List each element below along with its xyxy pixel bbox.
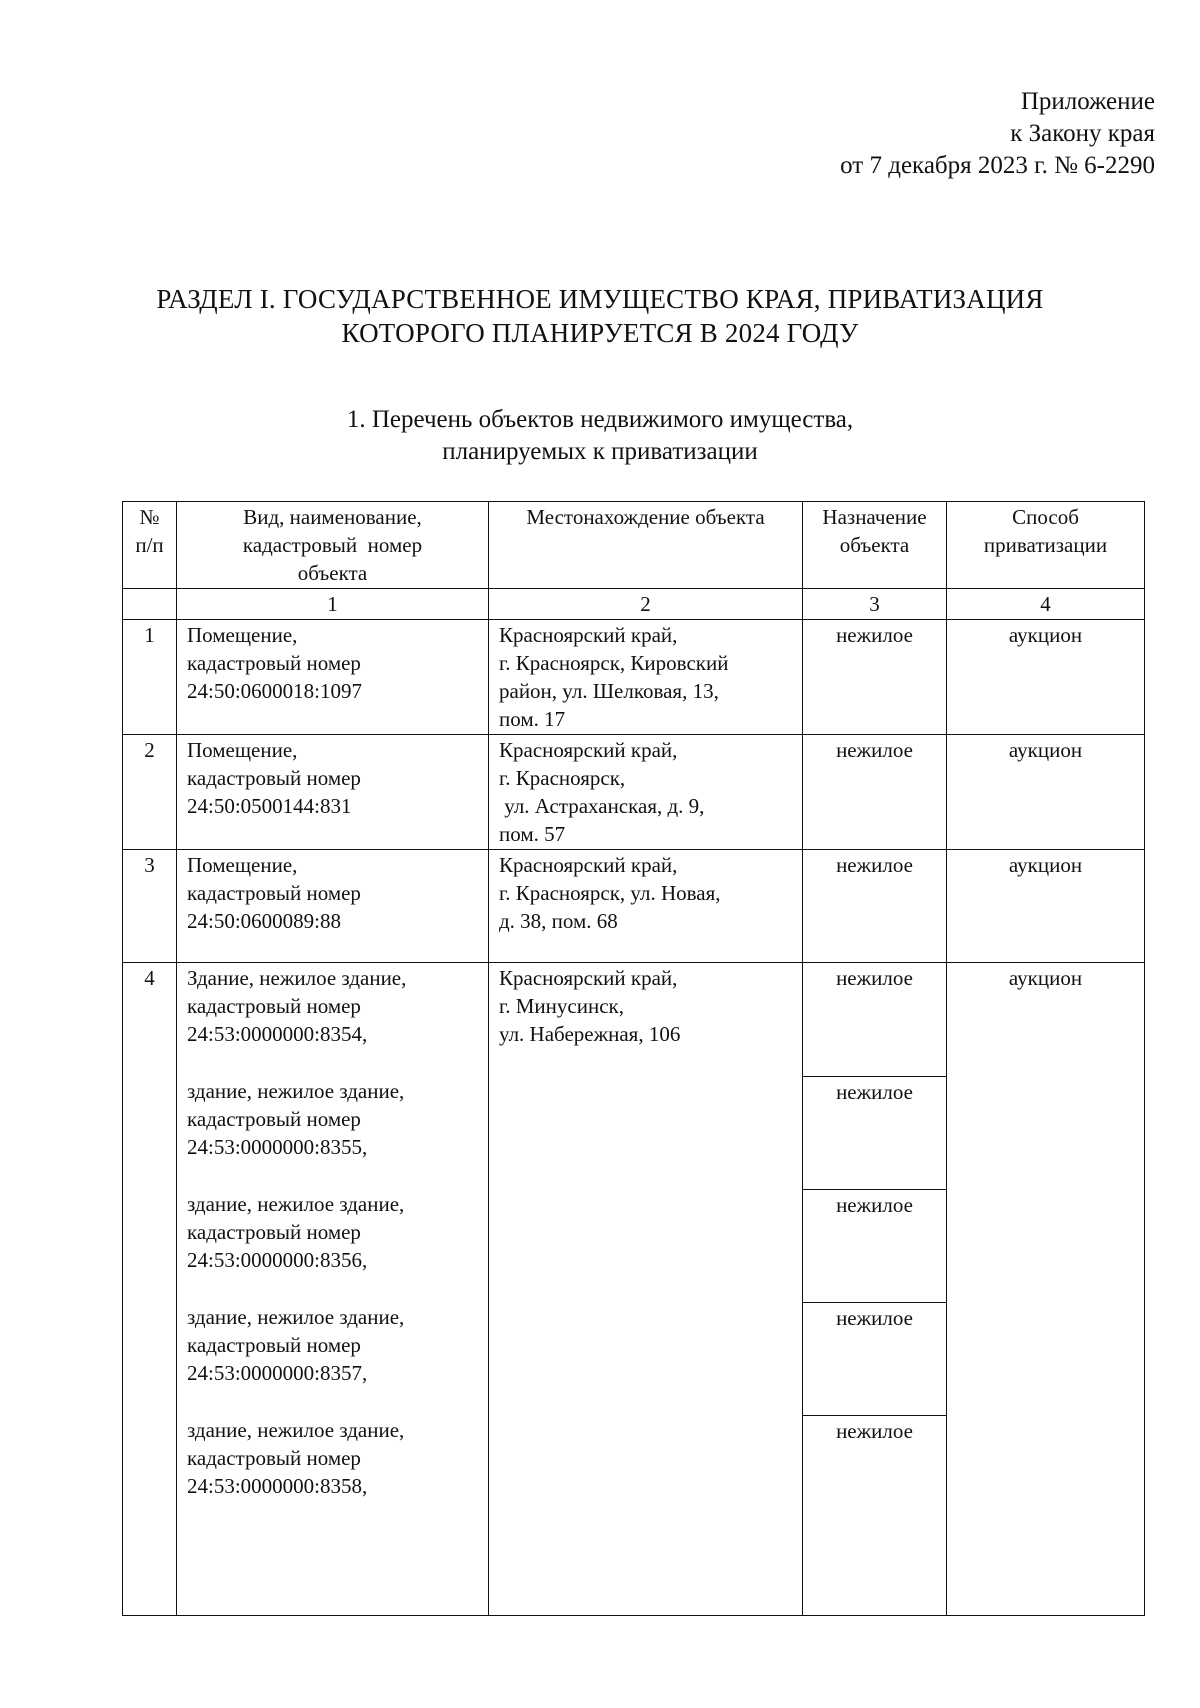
table-row xyxy=(123,850,1145,963)
object-name-line: здание, нежилое здание, xyxy=(187,1192,405,1216)
object-location xyxy=(489,850,803,963)
object-name-line: здание, нежилое здание, xyxy=(187,1305,405,1329)
appendix-label: Приложение xyxy=(1020,88,1155,115)
object-name-line: кадастровый номер xyxy=(187,1333,361,1357)
object-name-line: Здание, нежилое здание, xyxy=(187,966,407,990)
location-line: д. 38, пом. 68 xyxy=(499,909,618,933)
object-location xyxy=(489,735,803,850)
object-name-line: кадастровый номер xyxy=(187,1446,361,1470)
column-index: 2 xyxy=(489,589,803,620)
object-name-line: Помещение, xyxy=(187,623,298,647)
object-name-line: кадастровый номер xyxy=(187,766,361,790)
object-purpose: нежилое xyxy=(803,1076,946,1189)
header-method-line-1: Способ xyxy=(1012,505,1079,529)
object-name xyxy=(177,1189,488,1302)
object-name-list xyxy=(177,963,489,1616)
object-purpose: нежилое xyxy=(803,620,947,735)
location-line: Красноярский край, xyxy=(499,623,678,647)
object-purpose: нежилое xyxy=(803,1189,946,1302)
location-line: Красноярский край, xyxy=(499,966,678,990)
header-purpose xyxy=(803,502,947,589)
appendix-law-date: от 7 декабря 2023 г. № 6-2290 xyxy=(840,152,1155,179)
header-purpose-line-2: объекта xyxy=(839,533,910,557)
cadastral-number: 24:53:0000000:8355, xyxy=(187,1135,368,1159)
cadastral-number: 24:53:0000000:8356, xyxy=(187,1248,368,1272)
location-line: г. Красноярск, xyxy=(499,766,626,790)
header-purpose-line-1: Назначение xyxy=(822,505,927,529)
header-name xyxy=(177,502,489,589)
header-name-line-2: кадастровый номер xyxy=(242,533,423,557)
object-name-line: кадастровый номер xyxy=(187,994,361,1018)
list-title xyxy=(0,404,1200,468)
list-title-line-2: планируемых к приватизации xyxy=(442,438,758,465)
column-index: 4 xyxy=(947,589,1145,620)
cadastral-number: 24:50:0500144:831 xyxy=(187,794,352,818)
header-num-line-1: № xyxy=(139,505,160,529)
location-line: ул. Астраханская, д. 9, xyxy=(499,794,705,818)
location-line: район, ул. Шелковая, 13, xyxy=(499,679,719,703)
table-row xyxy=(123,620,1145,735)
header-method-line-2: приватизации xyxy=(983,533,1108,557)
cadastral-number: 24:50:0600018:1097 xyxy=(187,679,363,703)
table-row xyxy=(123,963,1145,1616)
row-number: 1 xyxy=(123,620,177,735)
location-line: г. Красноярск, Кировский xyxy=(499,651,729,675)
object-name-line: кадастровый номер xyxy=(187,651,361,675)
location-line: ул. Набережная, 106 xyxy=(499,1022,681,1046)
object-purpose: нежилое xyxy=(803,735,947,850)
cadastral-number: 24:53:0000000:8354, xyxy=(187,1022,368,1046)
object-name xyxy=(177,735,489,850)
row-number: 2 xyxy=(123,735,177,850)
property-table xyxy=(122,501,1145,1616)
header-method xyxy=(947,502,1145,589)
privatization-method: аукцион xyxy=(947,735,1145,850)
location-line: пом. 17 xyxy=(499,707,566,731)
header-name-line-3: объекта xyxy=(297,561,368,585)
list-title-line-1: 1. Перечень объектов недвижимого имущества, xyxy=(346,406,854,433)
row-number: 4 xyxy=(123,963,177,1616)
cadastral-number: 24:50:0600089:88 xyxy=(187,909,342,933)
object-location xyxy=(489,963,803,1616)
location-line: Красноярский край, xyxy=(499,853,678,877)
section-title-line-1: РАЗДЕЛ I. ГОСУДАРСТВЕННОЕ ИМУЩЕСТВО КРАЯ, ПРИВАТИЗАЦИЯ xyxy=(156,284,1044,314)
object-purpose: нежилое xyxy=(803,850,947,963)
appendix-law-ref: к Закону края xyxy=(1010,120,1155,147)
object-name xyxy=(177,1302,488,1415)
header-num-line-2: п/п xyxy=(135,533,164,557)
column-index: 1 xyxy=(177,589,489,620)
object-purpose: нежилое xyxy=(803,1302,946,1415)
privatization-method: аукцион xyxy=(947,963,1145,1616)
location-line: г. Минусинск, xyxy=(499,994,624,1018)
location-line: пом. 57 xyxy=(499,822,566,846)
object-name-line: здание, нежилое здание, xyxy=(187,1418,405,1442)
object-name-line: кадастровый номер xyxy=(187,1220,361,1244)
object-name-line: Помещение, xyxy=(187,853,298,877)
table-header-row xyxy=(123,502,1145,589)
object-name xyxy=(177,1415,488,1615)
section-title xyxy=(0,282,1200,350)
object-purpose-list xyxy=(803,963,947,1616)
object-name-line: здание, нежилое здание, xyxy=(187,1079,405,1103)
object-name xyxy=(177,1076,488,1189)
appendix-header xyxy=(840,86,1155,182)
object-name xyxy=(177,620,489,735)
column-index-empty xyxy=(123,589,177,620)
object-name xyxy=(177,850,489,963)
section-title-line-2: КОТОРОГО ПЛАНИРУЕТСЯ В 2024 ГОДУ xyxy=(341,318,859,348)
row-number: 3 xyxy=(123,850,177,963)
object-purpose: нежилое xyxy=(836,966,913,990)
object-name-line: кадастровый номер xyxy=(187,1107,361,1131)
object-location xyxy=(489,620,803,735)
header-location: Местонахождение объекта xyxy=(489,502,803,589)
cadastral-number: 24:53:0000000:8358, xyxy=(187,1474,368,1498)
privatization-method: аукцион xyxy=(947,620,1145,735)
cadastral-number: 24:53:0000000:8357, xyxy=(187,1361,368,1385)
location-line: Красноярский край, xyxy=(499,738,678,762)
table-column-index-row xyxy=(123,589,1145,620)
column-index: 3 xyxy=(803,589,947,620)
table-row xyxy=(123,735,1145,850)
location-line: г. Красноярск, ул. Новая, xyxy=(499,881,721,905)
object-name-line: кадастровый номер xyxy=(187,881,361,905)
object-name xyxy=(177,963,488,1076)
header-name-line-1: Вид, наименование, xyxy=(243,505,422,529)
object-name-line: Помещение, xyxy=(187,738,298,762)
privatization-method: аукцион xyxy=(947,850,1145,963)
object-purpose: нежилое xyxy=(803,1415,946,1615)
header-num xyxy=(123,502,177,589)
